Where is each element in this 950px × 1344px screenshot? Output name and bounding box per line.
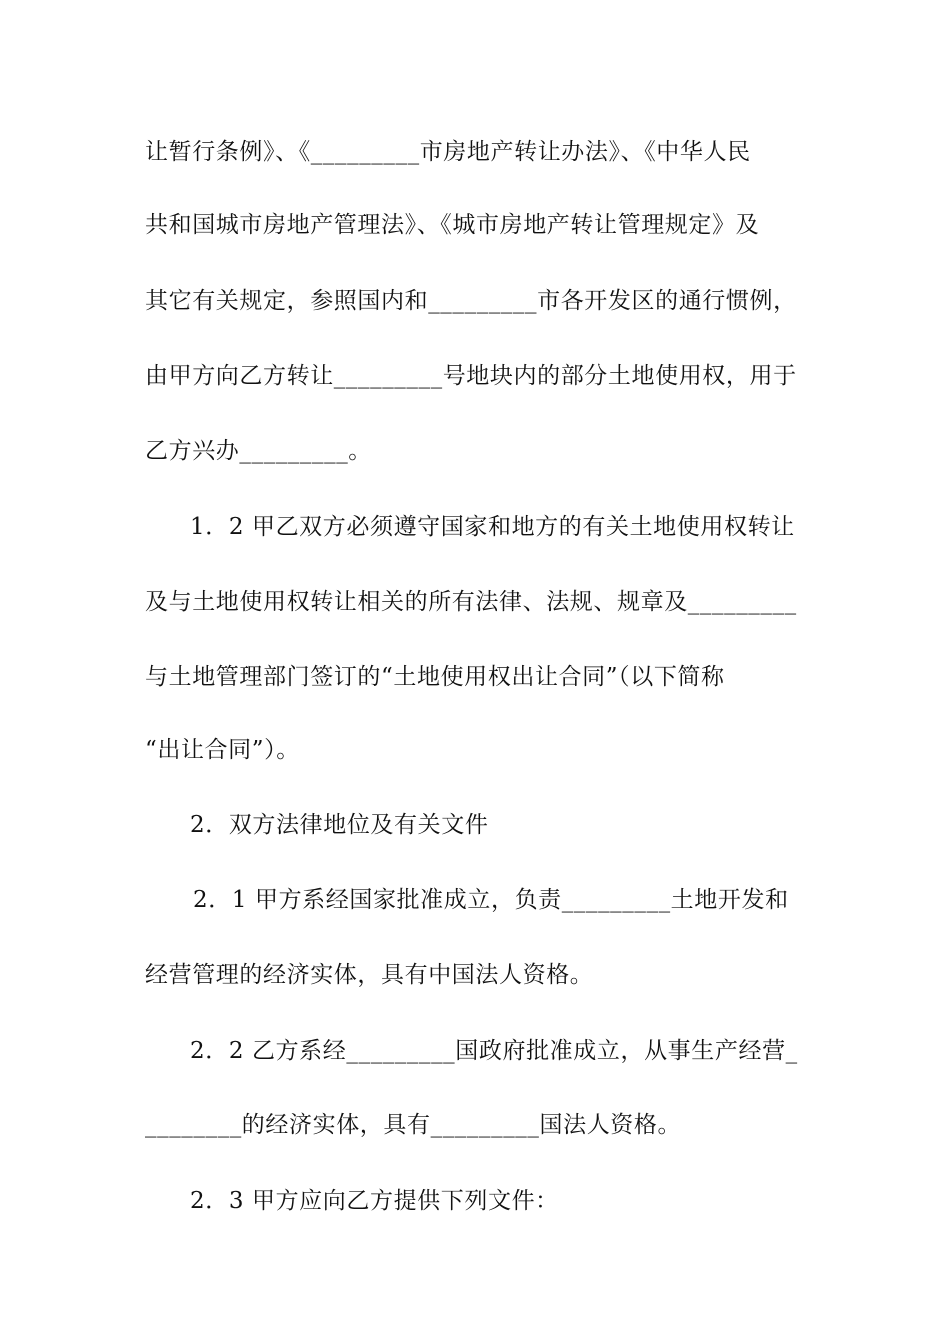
clause-1-2-line-2: 及与土地使用权转让相关的所有法律、法规、规章及_________	[145, 589, 797, 615]
clause-2-1-line-2: 经营管理的经济实体，具有中国法人资格。	[145, 962, 594, 988]
text-line-2: 共和国城市房地产管理法》、《城市房地产转让管理规定》及	[145, 212, 760, 238]
clause-2-2-line-2: ________的经济实体，具有_________国法人资格。	[145, 1112, 682, 1138]
text-line-4: 由甲方向乙方转让_________号地块内的部分土地使用权，用于	[145, 363, 797, 389]
clause-2-2-line-1: 2．2 乙方系经_________国政府批准成立，从事生产经营_	[190, 1038, 798, 1064]
section-2-heading: 2．双方法律地位及有关文件	[190, 812, 489, 838]
text-line-5: 乙方兴办_________。	[145, 438, 372, 464]
clause-1-2-line-1: 1．2 甲乙双方必须遵守国家和地方的有关土地使用权转让	[190, 514, 795, 540]
clause-2-1-line-1: 2．1 甲方系经国家批准成立，负责_________土地开发和	[193, 887, 789, 913]
clause-2-3-line-1: 2．3 甲方应向乙方提供下列文件：	[190, 1188, 559, 1214]
text-line-1: 让暂行条例》、《_________市房地产转让办法》、《中华人民	[145, 139, 751, 165]
clause-1-2-line-4: “出让合同”）。	[145, 737, 300, 763]
text-line-3: 其它有关规定，参照国内和_________市各开发区的通行惯例，	[145, 288, 797, 314]
clause-1-2-line-3: 与土地管理部门签订的“土地使用权出让合同”（以下简称	[145, 664, 725, 690]
